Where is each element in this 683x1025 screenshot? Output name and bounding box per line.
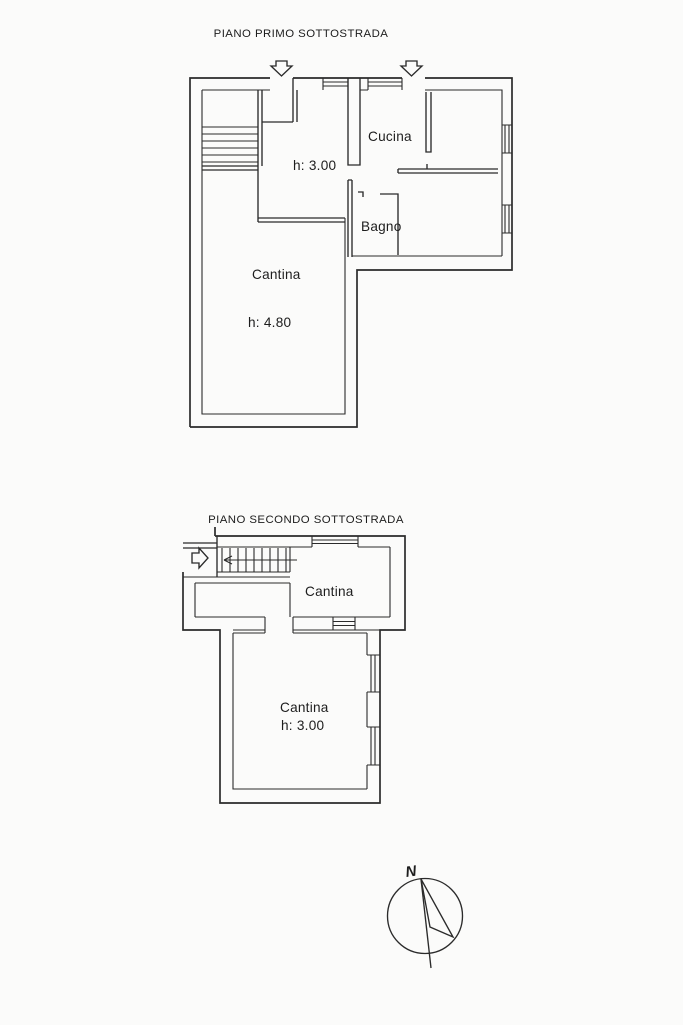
floor1-stairwell-walls	[202, 78, 297, 222]
floor1-kitchen-label: Cucina	[368, 129, 412, 144]
floor1-plan	[190, 28, 512, 427]
north-label: N	[404, 862, 418, 881]
floor2-top-window-icon	[312, 536, 358, 547]
floor2-cellar-lower-label: Cantina	[280, 700, 329, 715]
compass-icon	[388, 862, 463, 968]
floor1-cellar-top-wall	[258, 218, 345, 222]
north-needle-head-icon	[421, 879, 453, 937]
entrance-arrow-icon	[271, 61, 292, 76]
floor2-mid-window-icon	[333, 617, 355, 630]
floor2-cellar-upper-label: Cantina	[305, 584, 354, 599]
floor2-plan	[183, 514, 405, 803]
floor2-right-window-icon	[367, 655, 380, 765]
floor1-outer-walls	[190, 78, 512, 427]
floor2-outer-walls	[183, 527, 405, 803]
floor1-cellar-label: Cantina	[252, 267, 301, 282]
floor1-main-height-label: h: 3.00	[293, 158, 337, 173]
floor1-top-window-icon	[323, 78, 402, 90]
floor2-cellar-lower-height-label: h: 3.00	[281, 718, 325, 733]
floor1-mid-wall	[398, 164, 498, 173]
door-arrow-icon	[192, 548, 208, 568]
floor1-cellar-height-label: h: 4.80	[248, 315, 292, 330]
floor2-corridor-walls	[183, 547, 290, 617]
floor1-right-window-icon	[502, 125, 512, 233]
floor1-bathroom-label: Bagno	[361, 219, 402, 234]
floor2-title: PIANO SECONDO SOTTOSTRADA	[208, 514, 404, 526]
floor1-partition-walls	[348, 78, 431, 165]
floor1-title: PIANO PRIMO SOTTOSTRADA	[213, 28, 389, 40]
floor2-entry-walls	[183, 536, 217, 577]
entrance-arrow-icon	[401, 61, 422, 76]
floor1-stairs	[202, 127, 258, 162]
